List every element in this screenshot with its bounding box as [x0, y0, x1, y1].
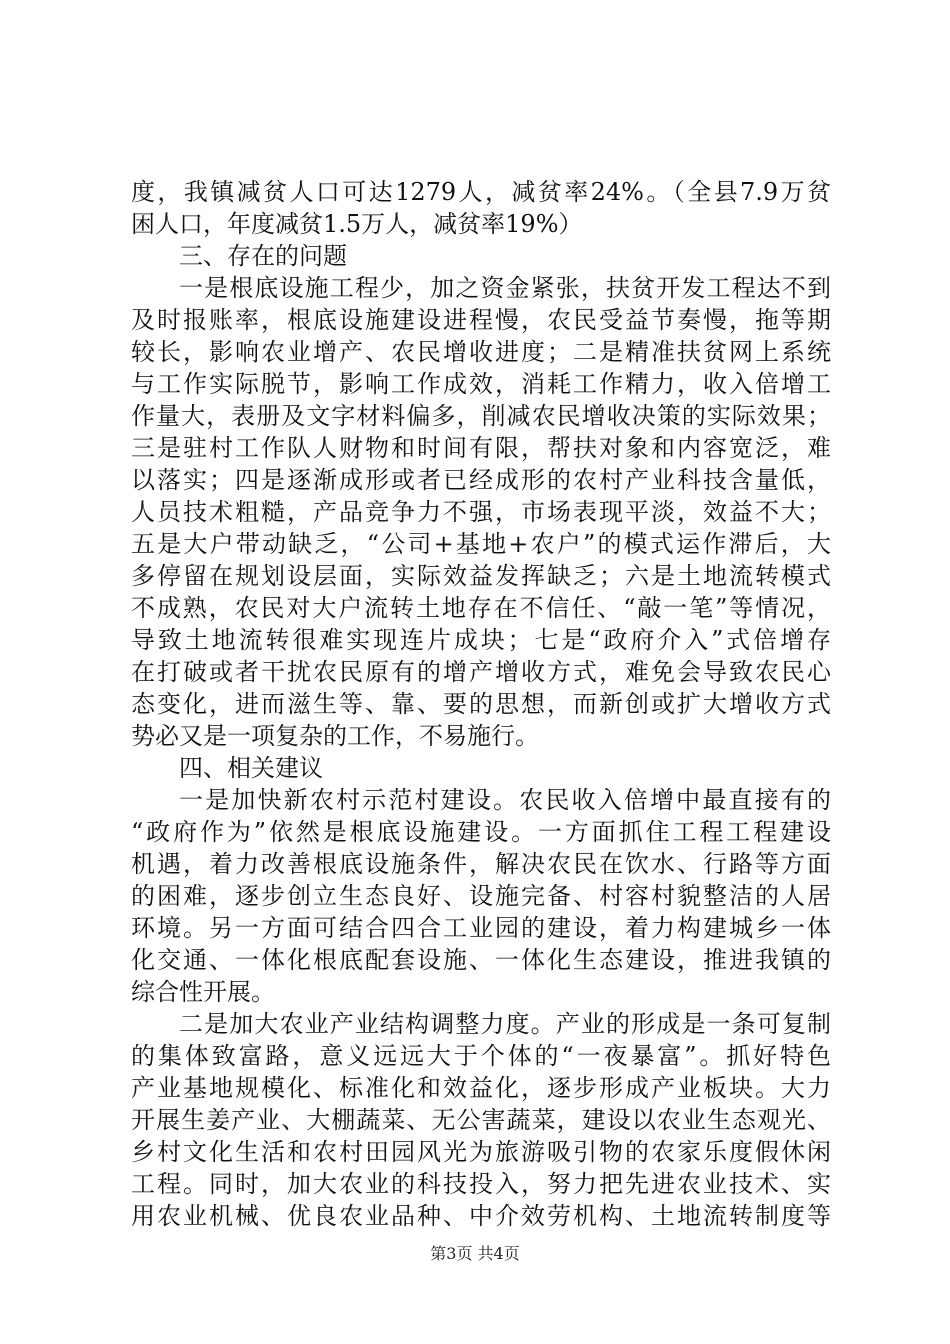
text-line: 二是加大农业产业结构调整力度。产业的形成是一条可复制	[179, 1010, 831, 1038]
text-line: 三是驻村工作队人财物和时间有限，帮扶对象和内容宽泛，难	[131, 434, 831, 462]
text-line: 开展生姜产业、大棚蔬菜、无公害蔬菜，建设以农业生态观光、	[131, 1106, 831, 1134]
text-line: 不成熟，农民对大户流转土地存在不信任、“敲一笔”等情况，	[131, 594, 831, 622]
text-line: 在打破或者干扰农民原有的增产增收方式，难免会导致农民心	[131, 658, 831, 686]
text-line: 综合性开展。	[131, 978, 275, 1006]
text-line: 用农业机械、优良农业品种、中介效劳机构、土地流转制度等	[131, 1202, 831, 1230]
text-line: 产业基地规模化、标准化和效益化，逐步形成产业板块。大力	[131, 1074, 831, 1102]
text-line: 的困难，逐步创立生态良好、设施完备、村容村貌整洁的人居	[131, 882, 831, 910]
text-line: 多停留在规划设层面，实际效益发挥缺乏；六是土地流转模式	[131, 562, 831, 590]
text-line: 工程。同时，加大农业的科技投入，努力把先进农业技术、实	[131, 1170, 831, 1198]
text-line: 态变化，进而滋生等、靠、要的思想，而新创或扩大增收方式	[131, 690, 831, 718]
text-line: 乡村文化生活和农村田园风光为旅游吸引物的农家乐度假休闲	[131, 1138, 831, 1166]
text-line: 及时报账率，根底设施建设进程慢，农民受益节奏慢，拖等期	[131, 306, 831, 334]
text-line: 化交通、一体化根底配套设施、一体化生态建设，推进我镇的	[131, 946, 831, 974]
text-line: “政府作为”依然是根底设施建设。一方面抓住工程工程建设	[131, 818, 831, 846]
text-line: 一是加快新农村示范村建设。农民收入倍增中最直接有的	[179, 786, 831, 814]
text-line: 一是根底设施工程少，加之资金紧张，扶贫开发工程达不到	[179, 274, 831, 302]
page-footer: 第3页 共4页	[430, 1244, 520, 1263]
text-line: 环境。另一方面可结合四合工业园的建设，着力构建城乡一体	[131, 914, 831, 942]
text-line: 困人口，年度减贫1.5万人，减贫率19%）	[131, 210, 583, 238]
text-line: 作量大，表册及文字材料偏多，削减农民增收决策的实际效果；	[131, 402, 831, 430]
section-heading: 四、相关建议	[179, 754, 323, 782]
text-line: 机遇，着力改善根底设施条件，解决农民在饮水、行路等方面	[131, 850, 831, 878]
text-line: 五是大户带动缺乏，“公司+基地+农户”的模式运作滞后，大	[131, 530, 831, 558]
text-line: 人员技术粗糙，产品竞争力不强，市场表现平淡，效益不大；	[131, 498, 831, 526]
text-line: 以落实；四是逐渐成形或者已经成形的农村产业科技含量低，	[131, 466, 831, 494]
text-line: 势必又是一项复杂的工作，不易施行。	[131, 722, 539, 750]
text-line: 的集体致富路，意义远远大于个体的“一夜暴富”。抓好特色	[131, 1042, 831, 1070]
text-line: 度，我镇减贫人口可达1279人，减贫率24%。（全县7.9万贫	[131, 178, 831, 206]
text-line: 导致土地流转很难实现连片成块；七是“政府介入”式倍增存	[131, 626, 831, 654]
document-body	[131, 176, 831, 1232]
text-line: 较长，影响农业增产、农民增收进度；二是精准扶贫网上系统	[131, 338, 831, 366]
section-heading: 三、存在的问题	[179, 242, 347, 270]
text-line: 与工作实际脱节，影响工作成效，消耗工作精力，收入倍增工	[131, 370, 831, 398]
